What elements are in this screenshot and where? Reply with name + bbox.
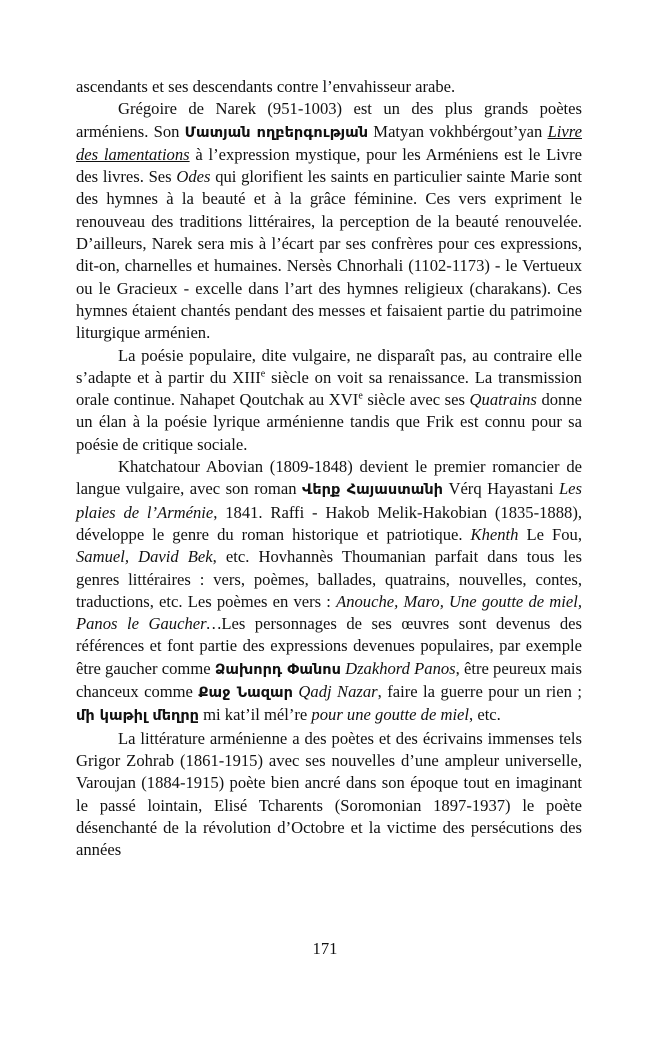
text-run: , être peureux mais chanceux comme [76,658,583,702]
italic-title: Qadj Nazar [298,682,378,702]
italic-title: Quatrains [469,390,537,410]
paragraph [76,98,582,344]
italic-title: Khenth [470,524,519,544]
text-run: donne un élan à la poésie lyrique arménienne tandis que Frik est connu pour sa poésie de critique sociale. [76,390,582,454]
armenian-text: Մատյան ողբերգության [184,124,369,141]
text-run: La littérature arménienne a des poètes et des écrivains immenses tels Grigor Zohrab (1861-1915) avec ses nouvelles d’une ampleur universelle, Varoujan (1884-1915) poète bien ancré dans son époque tout en imaginant le passé lointain, Elisé Tcharents (Soromonian 1897-1937) le poète désenchanté de la révolution d’Octobre et la victime des persécutions des années [76,728,582,860]
italic-title: Odes [176,167,211,187]
page-number: 171 [312,939,338,958]
armenian-text: մի կաթիլ մեղրը [76,708,199,725]
superscript: e [358,390,363,402]
paragraph [76,345,582,456]
text-run: ascendants et ses descendants contre l’envahisseur arabe. [76,77,456,96]
text-run: Vérq Hayastani [442,479,559,499]
italic-title: pour une goutte de miel [311,705,470,725]
armenian-text: Քաջ Նազար [198,685,293,702]
italic-title: Les plaies de l’Arménie [76,479,583,522]
text-run: , faire la guerre pour un rien ; [377,682,582,702]
text-run: , 1841. Raffi - Hakob Melik-Hakobian (1835-1888), développe le genre du roman historique et patriotique. [76,502,582,544]
text-run: Matyan vokhbérgout’yan [368,121,548,141]
page-body [76,76,582,861]
paragraph [76,728,582,862]
paragraph [76,76,582,98]
armenian-text: Ձախորդ Փանոս [214,661,341,678]
superscript: e [260,368,266,380]
text-run: Grégoire de Narek (951-1003) est un des plus grands poètes arméniens. Son [76,99,582,141]
text-run: qui glorifient les saints en particulier sainte Marie sont des hymnes à la beauté et à la grâce féminine. Ces vers expriment le renouveau des traditions littéraires, la perception de la beauté renouvelée. D’ailleurs, Narek sera mis à l’écart par ses confrères pour ces expressions, dit-on, charnelles et humaines. Nersès Chnorhali (1102-1173) - le Vertueux ou le Gracieux - excelle dans l’art des hymnes religieux (charakans). Ces hymnes étaient chantés pendant des messes et faisaient partie du patrimoine liturgique arménien. [76,167,582,343]
text-run: , etc. Hovhannès Thoumanian parfait dans tous les genres littéraires : vers, poèmes, ballades, quatrains, nouvelles, contes, traductions, etc. Les poèmes en vers : [76,547,582,611]
italic-title: Dzakhord Panos [345,658,456,678]
armenian-text: Վերք Հայաստանի [301,482,443,499]
text-run: siècle on voit sa renaissance. La transmission orale continue. Nahapet Qoutchak au XVI [76,367,582,410]
italic-title: Samuel, David Bek [76,547,213,567]
text-run: La poésie populaire, dite vulgaire, ne disparaît pas, au contraire elle s’adapte et à partir du XIII [76,345,582,387]
paragraph [76,456,582,728]
text-run: siècle avec ses [362,390,470,410]
text-run: Khatchatour Abovian (1809-1848) devient le premier romancier de langue vulgaire, avec son roman [76,457,582,499]
text-run: Le Fou, [518,524,582,544]
text-run: mi kat’il mél’re [198,705,312,725]
text-run: Les personnages de ses œuvres sont devenus des références et font partie des expressions devenues populaires, par exemple être gaucher comme [76,614,582,678]
underlined-title: Livre des lamentations [76,121,582,164]
text-run: à l’expression mystique, pour les Arméniens est le Livre des livres. Ses [76,144,583,187]
italic-title: Anouche, Maro, Une goutte de miel, Panos le Gaucher… [76,591,582,634]
text-run: , etc. [469,705,501,725]
